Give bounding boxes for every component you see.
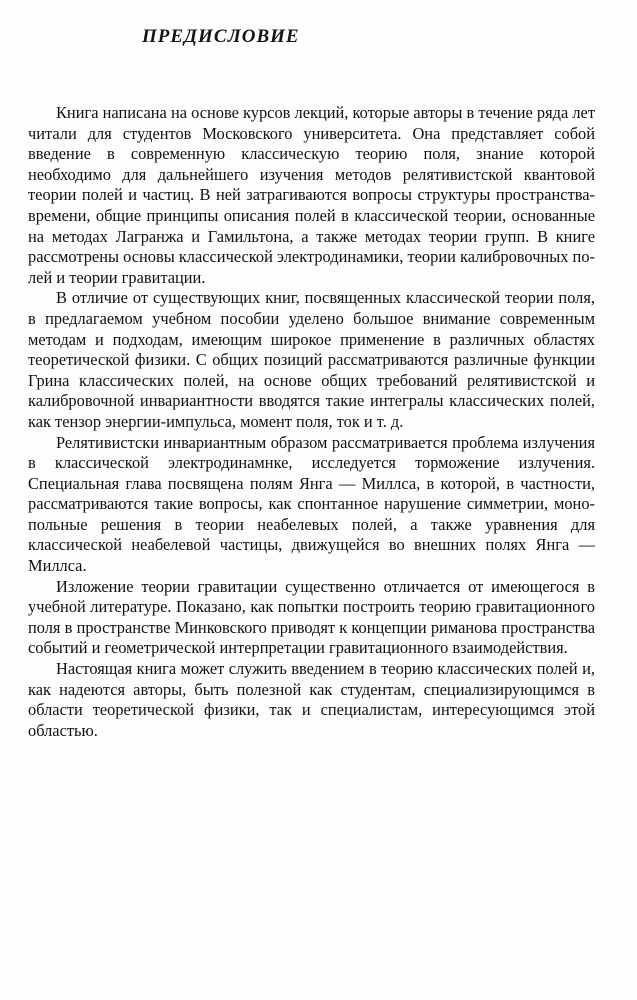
paragraph-4: Изложение теории гравитации существенно отличается от имеющегося в учебной литературе. Показано, как попытки построить теорию гравитационного поля в пространстве Минковского приводят к концепции риманова пространства событий и геометрической интерпретации гравитационного взаимодействия. (28, 576, 595, 658)
paragraph-5: Настоящая книга может служить введением в теорию классических полей и, как надеются авторы, быть полезной как студентам, специализирующимся в области теоретической физики, так и специалистам, интересующимся этой областью. (28, 659, 595, 740)
paragraph-2: В отличие от существующих книг, посвященных классической теории поля, в предлагаемом учебном пособии уделено большое внимание современным методам и подходам, имеющим широкое применение в различных областях теоретической физики. С общих позиций рассматриваются различные функции Грина классических полей, на основе общих требований релятивистской и калибровочной инвариантности вводятся такие интегралы классических полей, как тензор энергии-импульса, момент поля, ток и т. д. (28, 288, 595, 431)
paragraph-1: Книга написана на основе курсов лекций, которые авторы в течение ряда лет читали для студентов Московского университета. Она представляет собой введение в современную классическую теорию поля, знание которой необходимо для дальнейшего изучения методов релятивистской квантовой теории полей и частиц. В ней затрагиваются вопросы структуры пространства-времени, общие принципы описания полей в классической теории, основанные на методах Лагранжа и Гамильтона, а также методах теории групп. В книге рассмотрены основы классической электродинамики, теории калибровочных полей и теории гравитации. (28, 103, 595, 287)
page-title: ПРЕДИСЛОВИЕ (142, 26, 300, 47)
paragraph-3: Релятивистски инвариантным образом рассматривается проблема излучения в классической электродинамнке, исследуется торможение излучения. Специальная глава посвящена полям Янга — Миллса, в которой, в частности, рассматриваются такие вопросы, как спонтанное нарушение симметрии, монопольные решения в теории неабелевых полей, а также уравнения для классической неабелевой частицы, движущейся во внешних полях Янга — Миллса. (28, 432, 595, 576)
preface-body (28, 103, 595, 741)
